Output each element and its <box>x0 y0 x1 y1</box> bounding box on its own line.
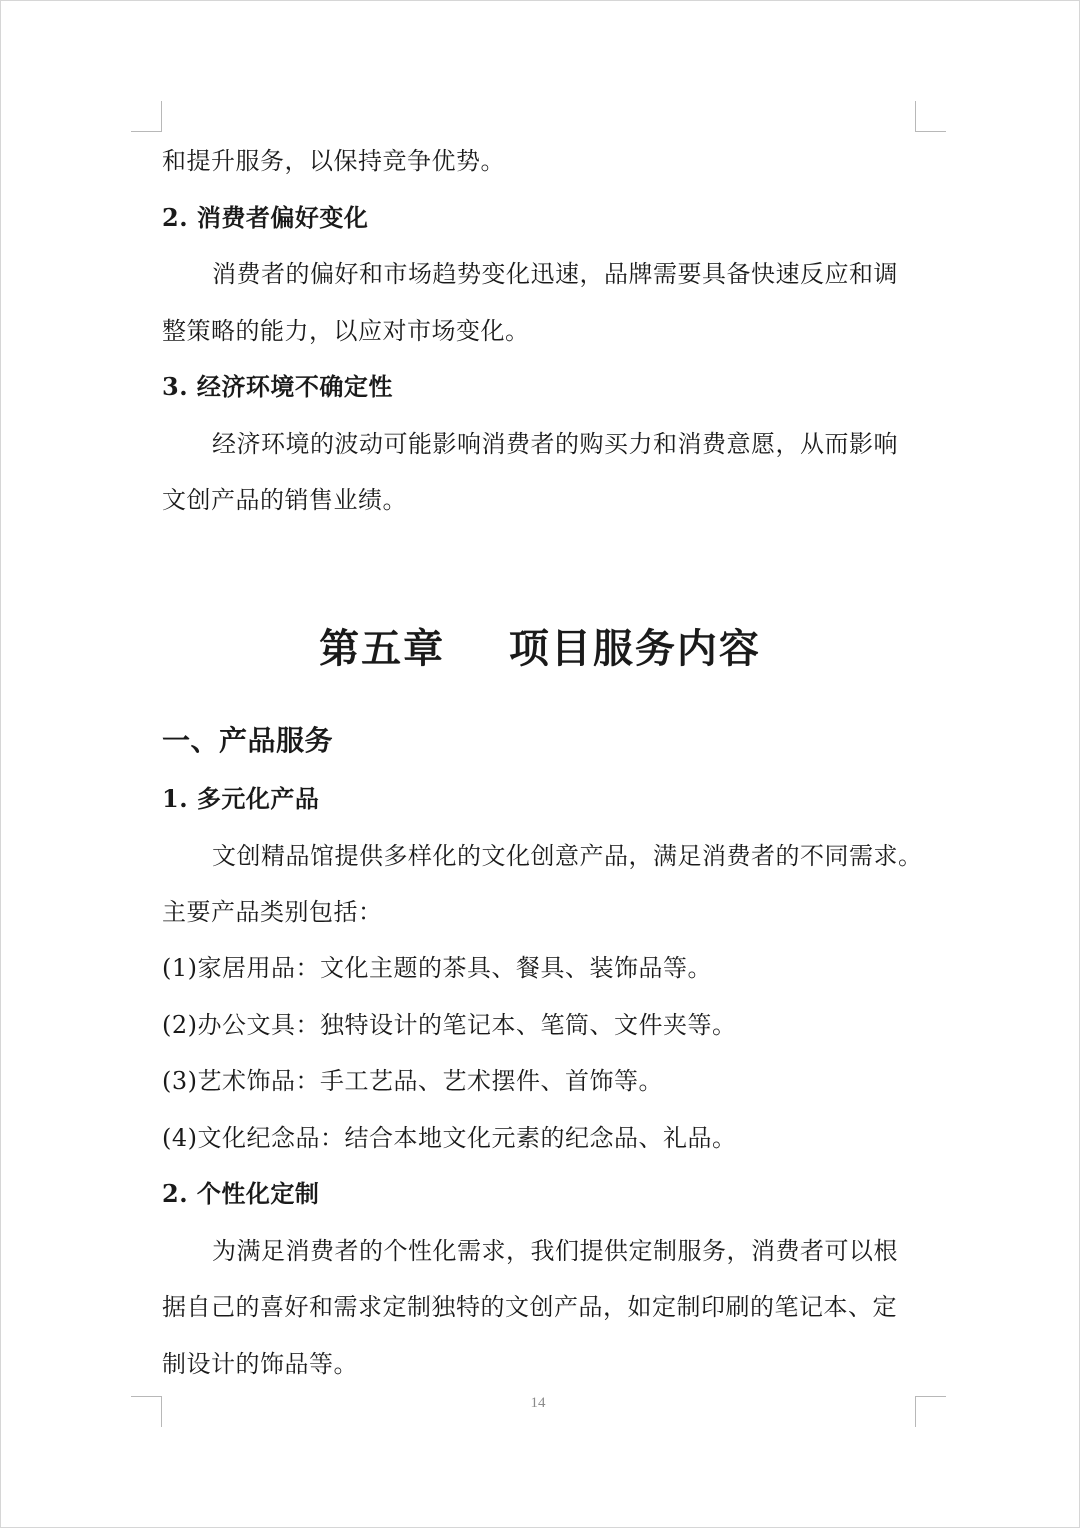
paragraph-line: 经济环境的波动可能影响消费者的购买力和消费意愿，从而影响 <box>212 430 898 458</box>
list-item: (4)文化纪念品：结合本地文化元素的纪念品、礼品。 <box>162 1124 737 1152</box>
subheading-economic-uncertainty: 3. 经济环境不确定性 <box>162 372 393 401</box>
list-item: (3)艺术饰品：手工艺品、艺术摆件、首饰等。 <box>162 1067 663 1095</box>
paragraph-line: 为满足消费者的个性化需求，我们提供定制服务，消费者可以根 <box>212 1237 898 1265</box>
list-item: (1)家居用品：文化主题的茶具、餐具、装饰品等。 <box>162 954 712 982</box>
paragraph-line: 消费者的偏好和市场趋势变化迅速，品牌需要具备快速反应和调 <box>212 260 898 288</box>
paragraph-line: 制设计的饰品等。 <box>162 1350 358 1378</box>
paragraph-line: 主要产品类别包括： <box>162 898 383 926</box>
subheading-personalized-customization: 2. 个性化定制 <box>162 1179 320 1208</box>
subheading-diversified-products: 1. 多元化产品 <box>162 784 320 813</box>
paragraph-line: 文创产品的销售业绩。 <box>162 486 407 514</box>
paragraph-line: 据自己的喜好和需求定制独特的文创产品，如定制印刷的笔记本、定 <box>162 1293 897 1321</box>
subheading-consumer-preference: 2. 消费者偏好变化 <box>162 203 369 232</box>
paragraph-line: 和提升服务，以保持竞争优势。 <box>162 147 505 175</box>
paragraph-line: 文创精品馆提供多样化的文化创意产品，满足消费者的不同需求。 <box>212 842 923 870</box>
page-number: 14 <box>530 1395 546 1411</box>
chapter-title: 第五章 项目服务内容 <box>319 625 761 672</box>
margin-mark-top-right <box>915 101 946 132</box>
list-item: (2)办公文具：独特设计的笔记本、笔筒、文件夹等。 <box>162 1011 737 1039</box>
paragraph-line: 整策略的能力，以应对市场变化。 <box>162 317 530 345</box>
section-heading: 一、产品服务 <box>162 724 334 757</box>
margin-mark-top-left <box>131 101 162 132</box>
